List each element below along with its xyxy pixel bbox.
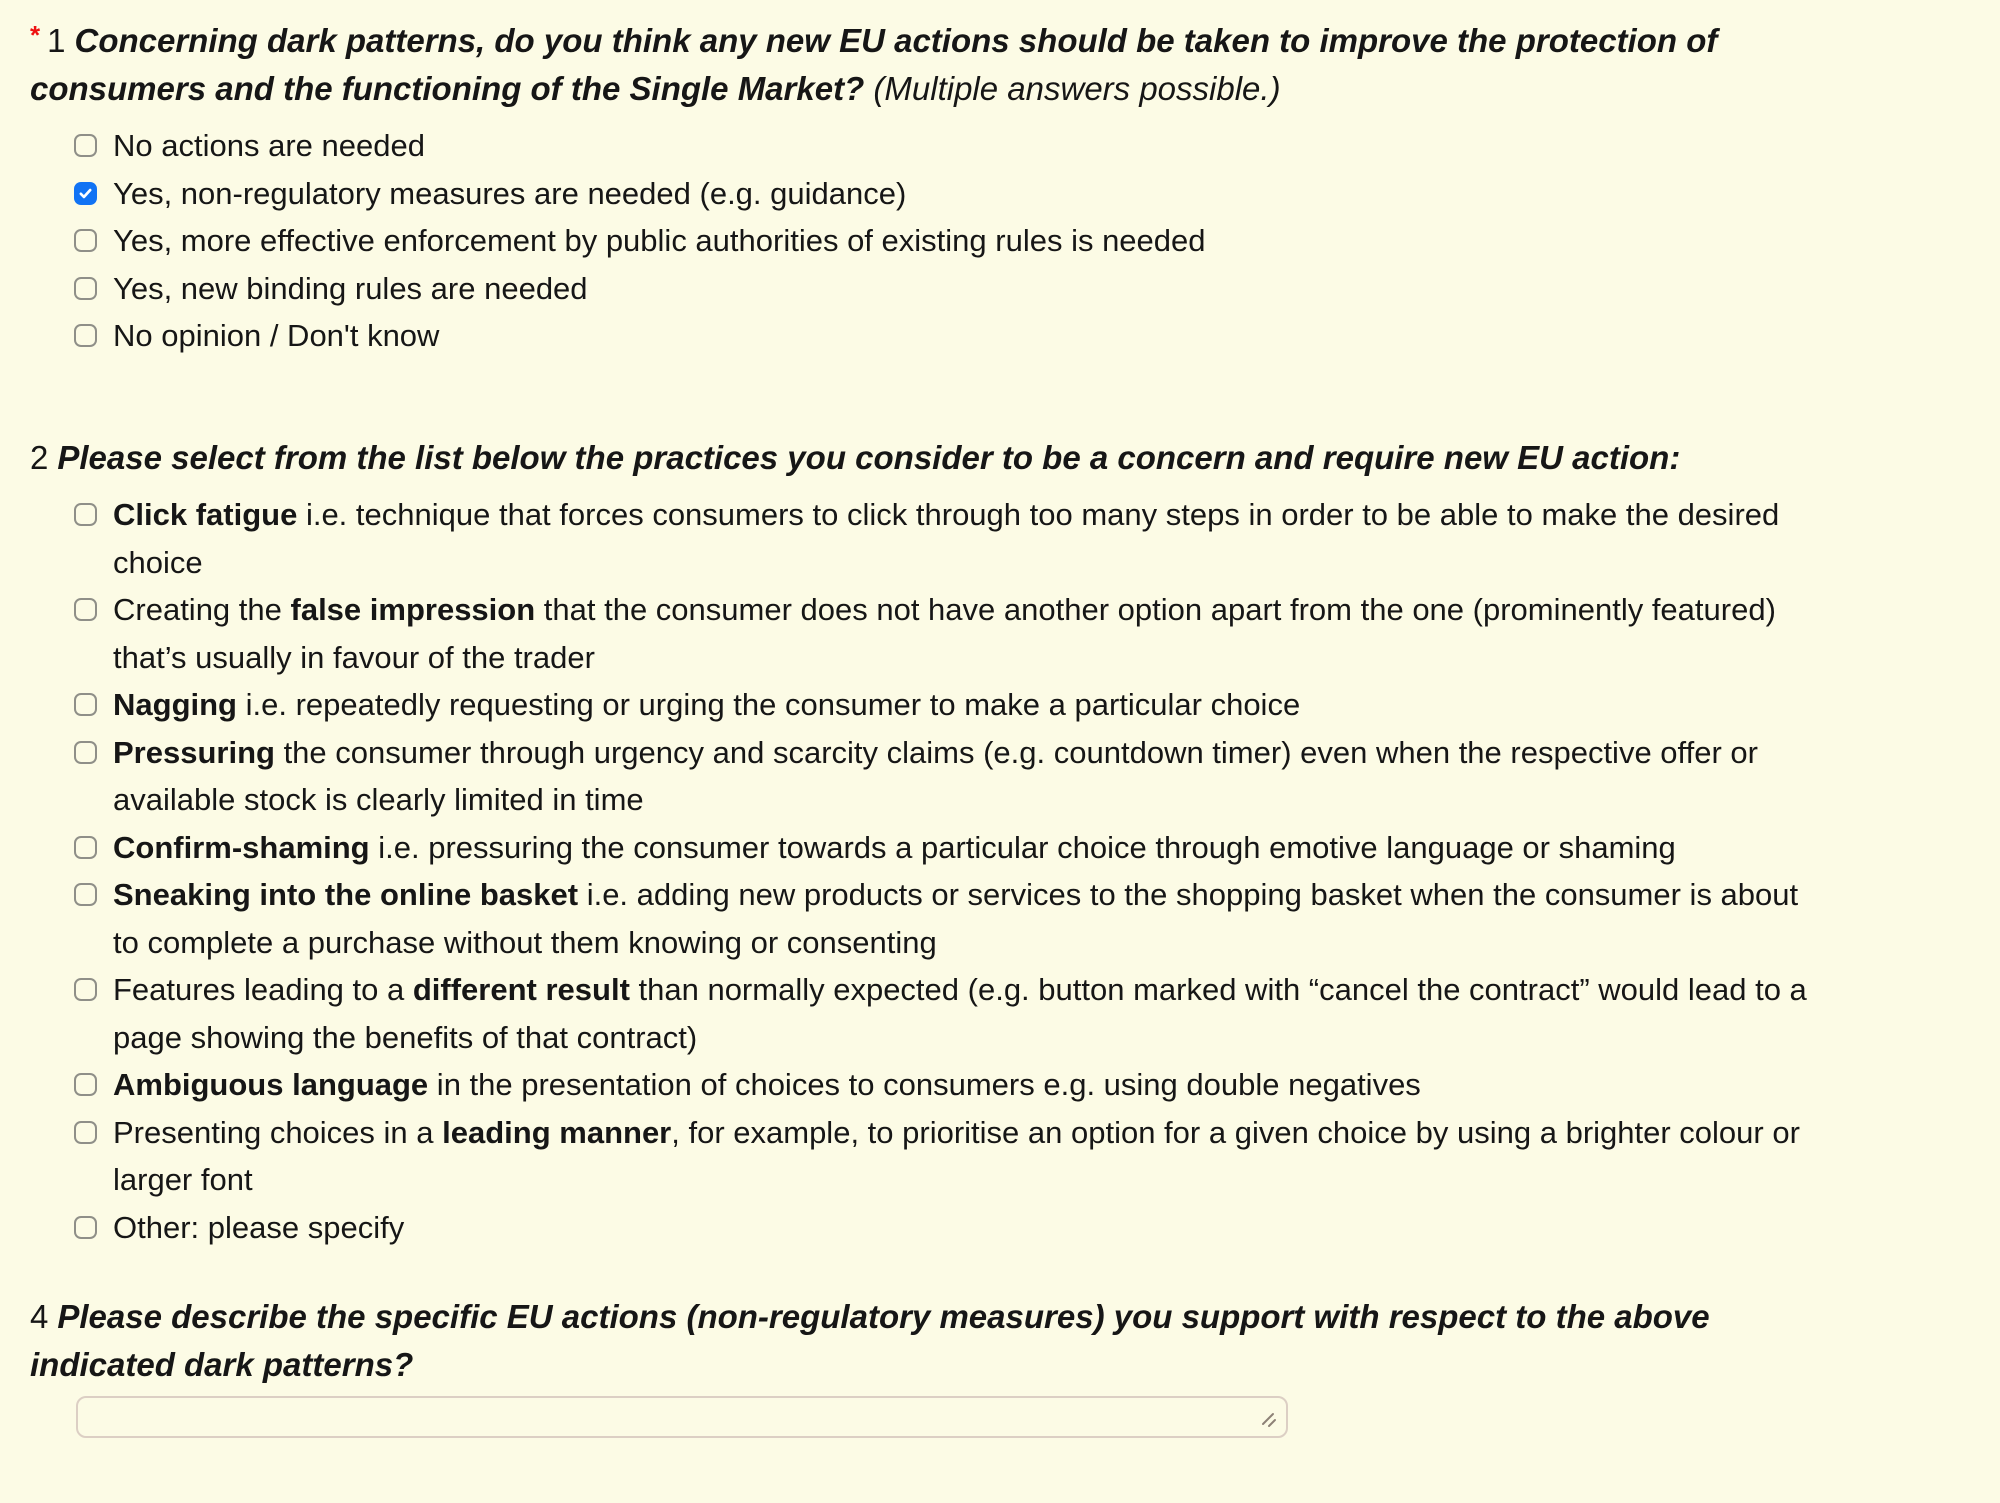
checkbox-unchecked[interactable] <box>74 1073 97 1096</box>
question-title-q1 <box>30 12 1820 112</box>
option-label[interactable] <box>113 170 906 218</box>
checkbox-option <box>74 586 1970 681</box>
option-label-bold-segment: leading manner <box>442 1114 672 1150</box>
question-number: 4 <box>30 1298 49 1335</box>
option-label-segment: Features leading to a <box>113 972 413 1007</box>
checkbox-option <box>74 681 1970 729</box>
required-asterisk: * <box>30 20 41 50</box>
checkbox-unchecked[interactable] <box>74 1216 97 1239</box>
question-q2 <box>30 434 1970 1252</box>
checkbox-unchecked[interactable] <box>74 693 97 716</box>
option-label[interactable] <box>113 491 1813 586</box>
checkbox-option <box>74 265 1970 313</box>
question-q1 <box>30 12 1970 360</box>
checkbox-option <box>74 1061 1970 1109</box>
checkbox-option <box>74 122 1970 170</box>
checkbox-option <box>74 1109 1970 1204</box>
checkbox-option <box>74 729 1970 824</box>
option-label-segment: in the presentation of choices to consumers e.g. using double negatives <box>428 1067 1421 1102</box>
checkbox-unchecked[interactable] <box>74 1121 97 1144</box>
checkbox-unchecked[interactable] <box>74 883 97 906</box>
option-label[interactable] <box>113 1061 1421 1109</box>
checkbox-unchecked[interactable] <box>74 598 97 621</box>
option-label[interactable] <box>113 729 1813 824</box>
question-note: (Multiple answers possible.) <box>873 69 1281 107</box>
answer-textarea-wrap <box>76 1396 1288 1438</box>
checkbox-unchecked[interactable] <box>74 978 97 1001</box>
checkbox-unchecked[interactable] <box>74 277 97 300</box>
checkbox-option <box>74 871 1970 966</box>
option-label-segment: Yes, non-regulatory measures are needed (e.g. guidance) <box>113 175 907 211</box>
option-label-segment: that the consumer does not have another option apart from the one (prominently featured) that’s usually in favour of the trader <box>113 592 1776 675</box>
option-label-segment: than normally expected (e.g. button marked with “cancel the contract” would lead to a page showing the benefits of that contract) <box>113 972 1807 1055</box>
option-label-segment: the consumer through urgency and scarcity claims (e.g. countdown timer) even when the respective offer or available stock is clearly limited in time <box>113 734 1758 817</box>
option-label[interactable] <box>113 1109 1813 1204</box>
option-label-segment: Yes, more effective enforcement by public authorities of existing rules is needed <box>113 223 1206 258</box>
option-label[interactable] <box>113 871 1813 966</box>
option-list-q1 <box>30 122 1970 360</box>
option-label-segment: i.e. technique that forces consumers to click through too many steps in order to be able to make the desired choice <box>113 497 1780 580</box>
checkmark-icon <box>78 186 93 201</box>
checkbox-checked[interactable] <box>74 182 97 205</box>
checkbox-option <box>74 312 1970 360</box>
question-title-text: Please describe the specific EU actions (non-regulatory measures) you support with respect to the above indicated dark patterns? <box>30 1298 1710 1383</box>
option-list-q2 <box>30 491 1970 1251</box>
question-title-q4 <box>30 1293 1820 1388</box>
checkbox-unchecked[interactable] <box>74 134 97 157</box>
option-label[interactable] <box>113 586 1813 681</box>
option-label[interactable] <box>113 824 1676 872</box>
option-label-segment: , for example, to prioritise an option for a given choice by using a brighter colour or larger font <box>113 1114 1800 1197</box>
checkbox-option <box>74 170 1970 218</box>
option-label-bold-segment: Ambiguous language <box>113 1067 429 1102</box>
option-label-segment: Other: please specify <box>113 1209 405 1245</box>
checkbox-unchecked[interactable] <box>74 324 97 347</box>
checkbox-unchecked[interactable] <box>74 836 97 859</box>
option-label-segment: i.e. adding new products or services to the shopping basket when the consumer is about to complete a purchase without them knowing or consenting <box>113 877 1799 960</box>
option-label-bold-segment: Nagging <box>113 687 237 722</box>
question-list <box>30 12 1970 1438</box>
answer-textarea[interactable] <box>76 1396 1288 1438</box>
question-title-text: Please select from the list below the practices you consider to be a concern and require new EU action: <box>57 438 1681 476</box>
option-label[interactable] <box>113 312 439 360</box>
checkbox-option <box>74 217 1970 265</box>
checkbox-option <box>74 824 1970 872</box>
option-label[interactable] <box>113 265 588 313</box>
option-label-bold-segment: false impression <box>290 592 536 627</box>
option-label-bold-segment: Click fatigue <box>113 497 298 532</box>
checkbox-unchecked[interactable] <box>74 229 97 252</box>
option-label[interactable] <box>113 966 1813 1061</box>
option-label-segment: i.e. pressuring the consumer towards a particular choice through emotive language or shaming <box>369 829 1676 865</box>
option-label[interactable] <box>113 681 1300 729</box>
option-label[interactable] <box>113 1204 404 1252</box>
option-label[interactable] <box>113 122 425 170</box>
option-label-bold-segment: Sneaking into the online basket <box>113 877 579 912</box>
checkbox-option <box>74 966 1970 1061</box>
checkbox-option <box>74 1204 1970 1252</box>
option-label-segment: Presenting choices in a <box>113 1114 443 1150</box>
option-label[interactable] <box>113 217 1206 265</box>
option-label-bold-segment: Pressuring <box>113 734 275 770</box>
option-label-bold-segment: Confirm-shaming <box>113 829 370 865</box>
checkbox-unchecked[interactable] <box>74 741 97 764</box>
question-title-text: Concerning dark patterns, do you think any new EU actions should be taken to improve the protection of consumers and the functioning of the Single Market? <box>30 22 1718 107</box>
option-label-bold-segment: different result <box>412 972 630 1007</box>
question-q4 <box>30 1293 1970 1438</box>
question-number: 1 <box>47 22 66 59</box>
checkbox-unchecked[interactable] <box>74 503 97 526</box>
option-label-segment: Creating the <box>113 592 291 627</box>
option-label-segment: No opinion / Don't know <box>113 318 440 353</box>
option-label-segment: Yes, new binding rules are needed <box>113 270 588 306</box>
option-label-segment: i.e. repeatedly requesting or urging the consumer to make a particular choice <box>237 687 1301 722</box>
question-title-q2 <box>30 434 1820 482</box>
question-number: 2 <box>30 438 49 476</box>
checkbox-option <box>74 491 1970 586</box>
option-label-segment: No actions are needed <box>113 128 425 163</box>
